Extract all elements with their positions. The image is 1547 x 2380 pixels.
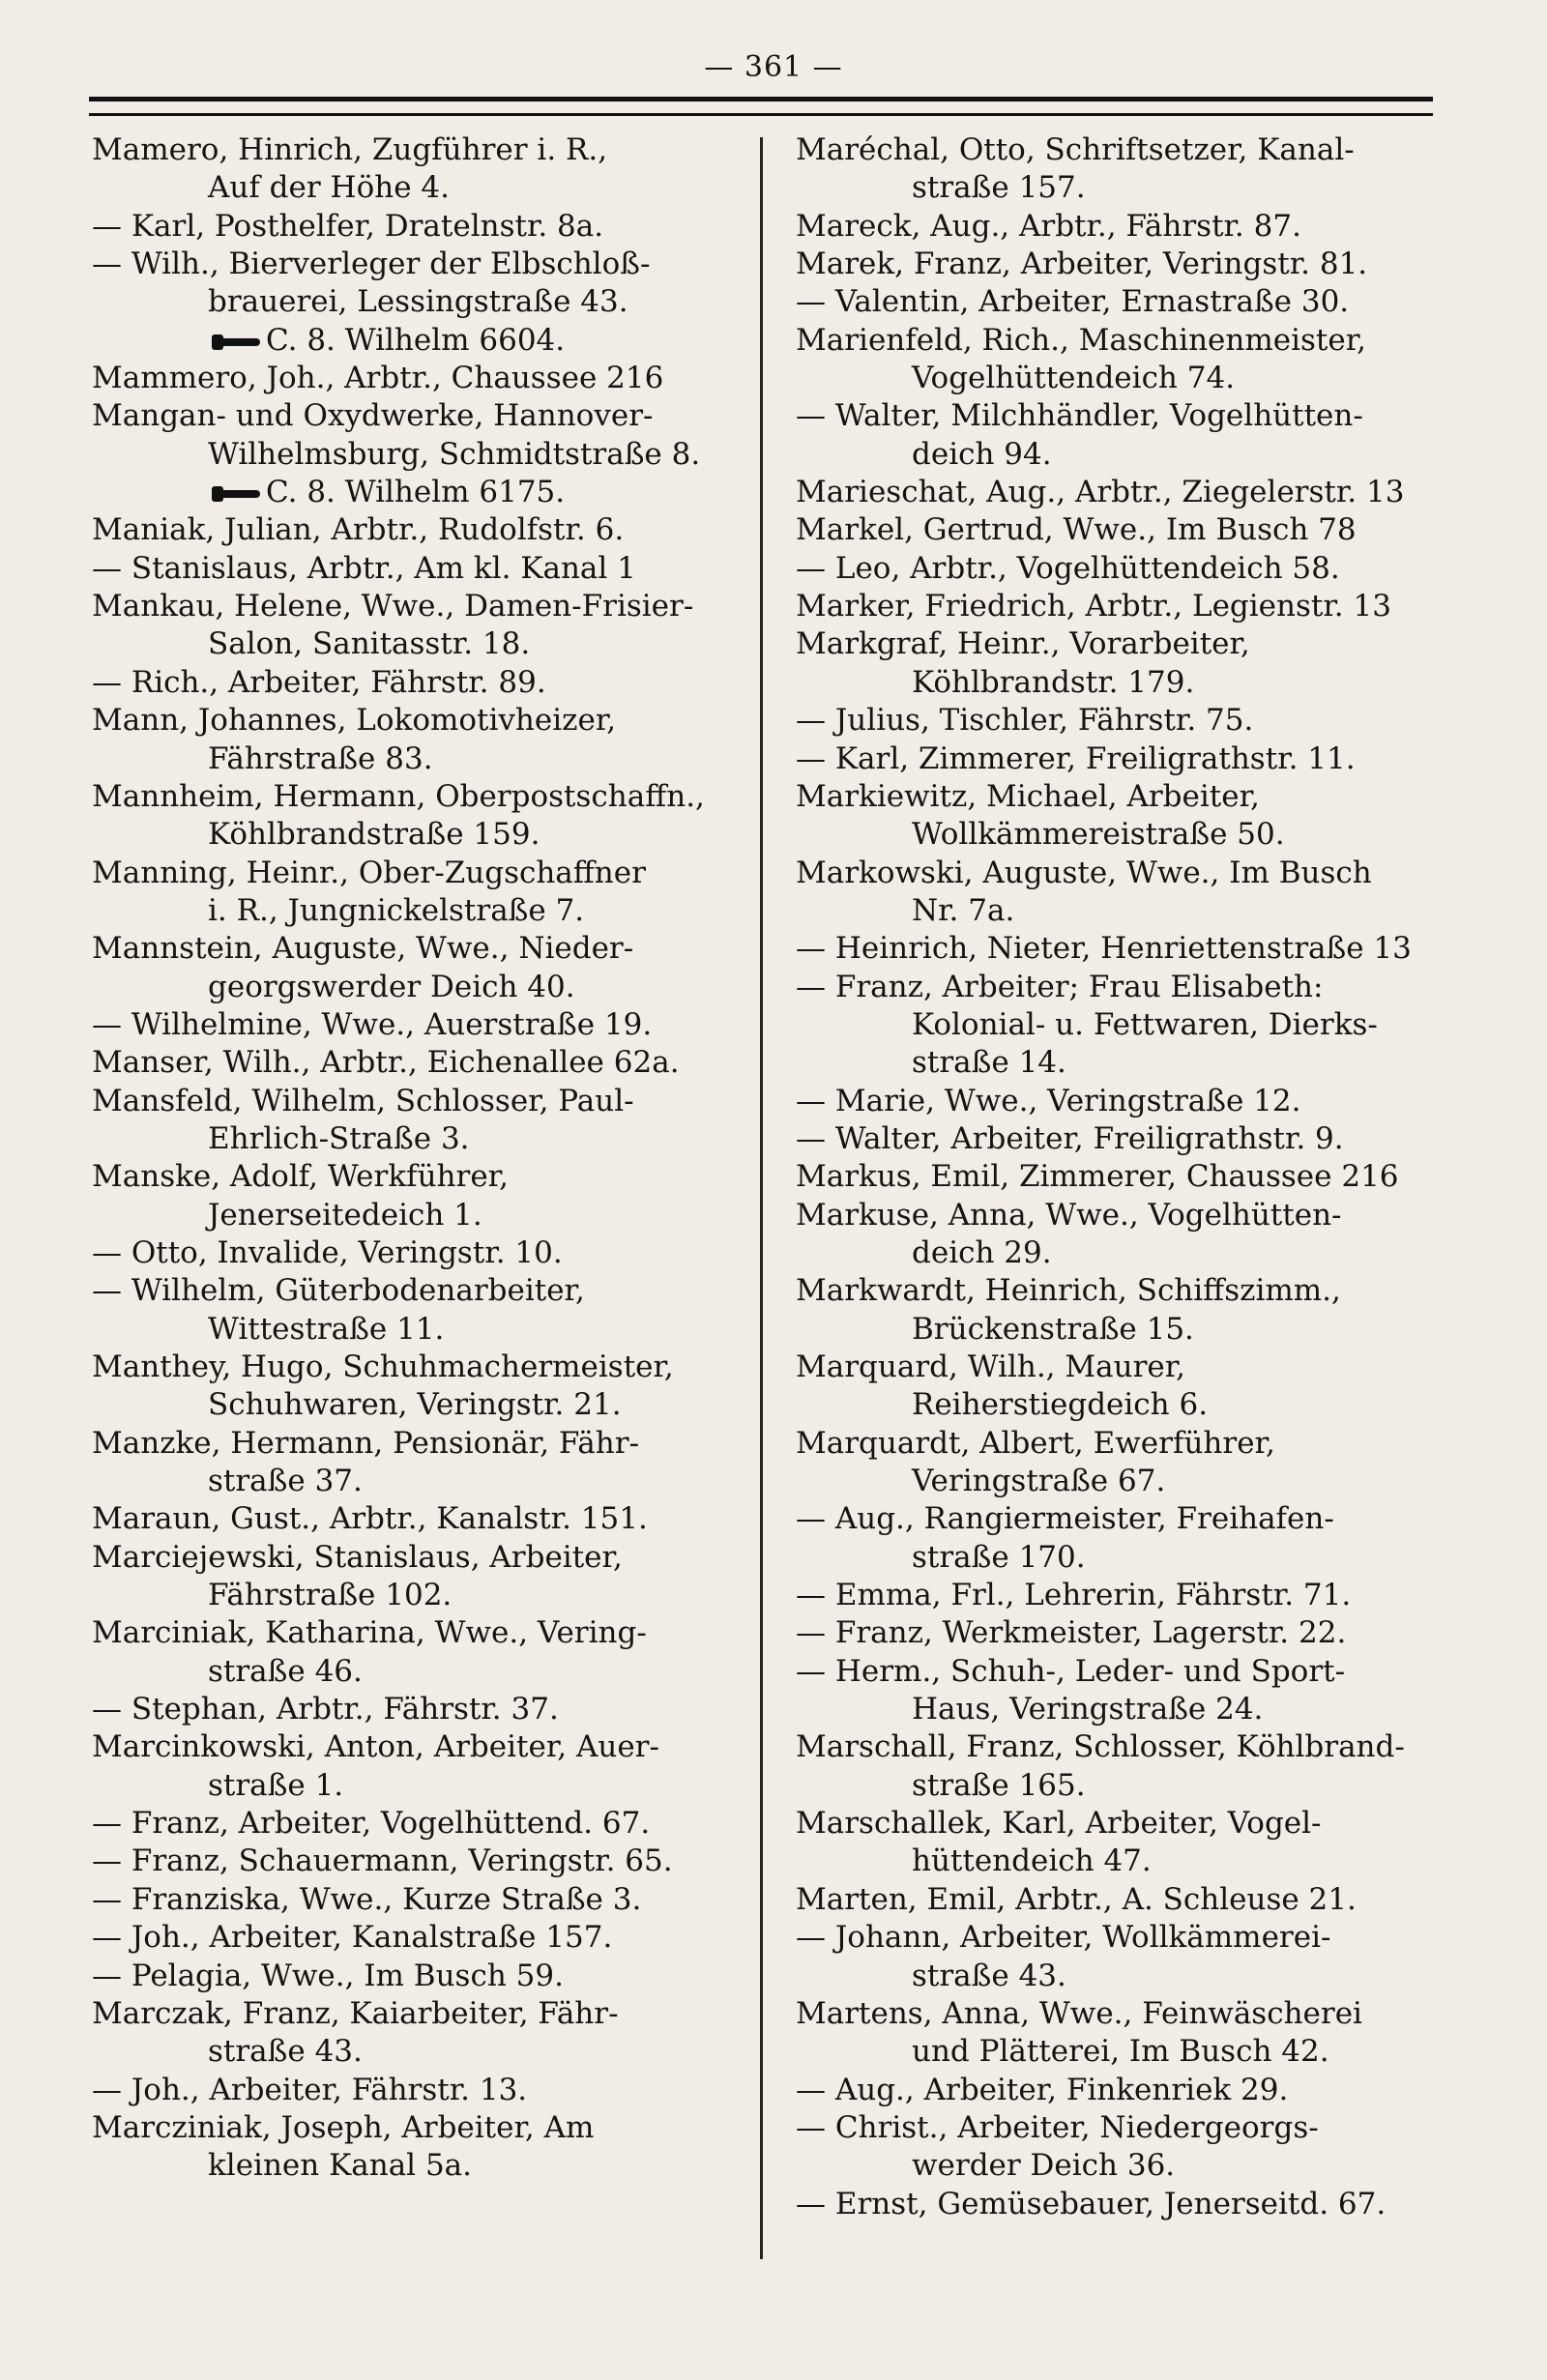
entry-line: — Joh., Arbeiter, Kanalstraße 157. bbox=[92, 1920, 613, 1956]
entry-continuation: straße 157. bbox=[912, 170, 1086, 206]
entry-continuation: straße 43. bbox=[912, 1958, 1066, 1993]
directory-entry bbox=[92, 1843, 749, 1880]
entry-continuation: Fährstraße 102. bbox=[208, 1578, 452, 1613]
directory-entry bbox=[796, 474, 1444, 511]
column-divider bbox=[760, 137, 763, 2259]
directory-entry bbox=[796, 702, 1444, 740]
directory-entry bbox=[92, 1881, 749, 1919]
directory-entry bbox=[92, 1234, 749, 1272]
entry-continuation: Salon, Sanitasstr. 18. bbox=[208, 626, 531, 662]
entry-line: Marcinkowski, Anton, Arbeiter, Auer- bbox=[92, 1729, 659, 1765]
directory-entry bbox=[92, 208, 749, 246]
entry-line: — Joh., Arbeiter, Fährstr. 13. bbox=[92, 2072, 528, 2107]
directory-entry bbox=[92, 1349, 749, 1425]
entry-continuation: Vogelhüttendeich 74. bbox=[912, 361, 1236, 396]
entry-line: — Walter, Milchhändler, Vogelhütten- bbox=[796, 398, 1363, 434]
entry-line: — Marie, Wwe., Veringstraße 12. bbox=[796, 1083, 1301, 1118]
directory-entry bbox=[796, 1083, 1444, 1120]
directory-entry bbox=[92, 246, 749, 322]
entry-line: Mareck, Aug., Arbtr., Fährstr. 87. bbox=[796, 208, 1301, 244]
entry-line: Marschallek, Karl, Arbeiter, Vogel- bbox=[796, 1806, 1322, 1842]
directory-entry bbox=[92, 322, 749, 360]
entry-line: — Otto, Invalide, Veringstr. 10. bbox=[92, 1234, 563, 1270]
directory-entry bbox=[796, 1349, 1444, 1425]
entry-line: Maraun, Gust., Arbtr., Kanalstr. 151. bbox=[92, 1501, 648, 1537]
entry-line: — Heinrich, Nieter, Henriettenstraße 13 bbox=[796, 931, 1412, 967]
entry-continuation: hüttendeich 47. bbox=[912, 1843, 1152, 1879]
entry-continuation: georgswerder Deich 40. bbox=[208, 969, 575, 1004]
directory-entry bbox=[796, 322, 1444, 398]
entry-continuation: Veringstraße 67. bbox=[912, 1464, 1166, 1499]
entry-line: — Valentin, Arbeiter, Ernastraße 30. bbox=[796, 284, 1350, 320]
directory-entry bbox=[796, 1614, 1444, 1652]
entry-line: Maniak, Julian, Arbtr., Rudolfstr. 6. bbox=[92, 512, 625, 548]
entry-line: Mangan- und Oxydwerke, Hannover- bbox=[92, 398, 654, 434]
entry-continuation: straße 170. bbox=[912, 1539, 1086, 1575]
directory-entry bbox=[796, 1158, 1444, 1196]
directory-entry bbox=[92, 1083, 749, 1159]
entry-line: Mann, Johannes, Lokomotivheizer, bbox=[92, 703, 617, 739]
directory-entry bbox=[796, 625, 1444, 702]
entry-line: — Johann, Arbeiter, Wollkämmerei- bbox=[796, 1920, 1331, 1956]
entry-continuation: deich 29. bbox=[912, 1234, 1052, 1270]
entry-continuation: werder Deich 36. bbox=[912, 2148, 1176, 2184]
entry-line: Mannheim, Hermann, Oberpostschaffn., bbox=[92, 778, 705, 814]
entry-line: — Franziska, Wwe., Kurze Straße 3. bbox=[92, 1881, 642, 1917]
directory-entry bbox=[92, 2072, 749, 2109]
directory-entry bbox=[796, 1425, 1444, 1501]
directory-entry bbox=[796, 397, 1444, 474]
entry-continuation: Fährstraße 83. bbox=[208, 740, 433, 776]
directory-entry bbox=[92, 1614, 749, 1691]
directory-entry bbox=[796, 1653, 1444, 1729]
right-column bbox=[796, 131, 1444, 2223]
entry-line: Manthey, Hugo, Schuhmachermeister, bbox=[92, 1350, 674, 1384]
directory-entry bbox=[796, 1577, 1444, 1614]
entry-line: Manning, Heinr., Ober-Zugschaffner bbox=[92, 855, 646, 890]
entry-continuation: Jenerseitedeich 1. bbox=[208, 1197, 482, 1233]
directory-entry bbox=[796, 1197, 1444, 1273]
entry-line: Markuse, Anna, Wwe., Vogelhütten- bbox=[796, 1197, 1342, 1233]
directory-entry bbox=[796, 2072, 1444, 2109]
entry-line: — Aug., Rangiermeister, Freihafen- bbox=[796, 1501, 1334, 1537]
directory-entry bbox=[796, 2186, 1444, 2223]
entry-line: Martens, Anna, Wwe., Feinwäscherei bbox=[796, 1995, 1362, 2031]
directory-entry bbox=[92, 550, 749, 588]
directory-entry bbox=[92, 930, 749, 1006]
entry-line: — Franz, Schauermann, Veringstr. 65. bbox=[92, 1843, 673, 1879]
directory-entry bbox=[796, 1272, 1444, 1349]
entry-continuation: Reiherstiegdeich 6. bbox=[912, 1387, 1209, 1423]
entry-line: — Franz, Arbeiter, Vogelhüttend. 67. bbox=[92, 1806, 651, 1842]
directory-entry bbox=[92, 511, 749, 549]
entry-line: — Ernst, Gemüsebauer, Jenerseitd. 67. bbox=[796, 2186, 1386, 2221]
directory-entry bbox=[92, 1728, 749, 1805]
directory-entry bbox=[796, 2109, 1444, 2186]
entry-line: Marcziniak, Joseph, Arbeiter, Am bbox=[92, 2109, 595, 2145]
entry-continuation: straße 43. bbox=[208, 2034, 363, 2070]
entry-line: — Karl, Posthelfer, Dratelnstr. 8a. bbox=[92, 208, 604, 244]
telephone-icon bbox=[208, 474, 266, 511]
entry-line: — Rich., Arbeiter, Fährstr. 89. bbox=[92, 664, 546, 700]
entry-continuation: straße 46. bbox=[208, 1653, 363, 1689]
directory-entry bbox=[92, 1805, 749, 1843]
entry-continuation: brauerei, Lessingstraße 43. bbox=[208, 284, 628, 320]
directory-entry bbox=[796, 1728, 1444, 1805]
entry-line: Mamero, Hinrich, Zugführer i. R., bbox=[92, 132, 608, 167]
entry-continuation: Köhlbrandstraße 159. bbox=[208, 817, 540, 853]
entry-line: Markowski, Auguste, Wwe., Im Busch bbox=[796, 855, 1372, 890]
entry-continuation: straße 14. bbox=[912, 1045, 1066, 1081]
entry-line: Marczak, Franz, Kaiarbeiter, Fähr- bbox=[92, 1995, 619, 2031]
entry-line: — Herm., Schuh-, Leder- und Sport- bbox=[796, 1653, 1346, 1689]
directory-entry bbox=[92, 1044, 749, 1082]
entry-continuation: Wittestraße 11. bbox=[208, 1311, 445, 1347]
directory-entry bbox=[796, 1995, 1444, 2072]
entry-line: — Stephan, Arbtr., Fährstr. 37. bbox=[92, 1692, 559, 1727]
phone-number: C. 8. Wilhelm 6175. bbox=[266, 475, 566, 510]
directory-entry bbox=[796, 550, 1444, 588]
entry-continuation: Kolonial- u. Fettwaren, Dierks- bbox=[912, 1006, 1378, 1042]
entry-line: — Emma, Frl., Lehrerin, Fährstr. 71. bbox=[796, 1578, 1352, 1613]
entry-line: Markwardt, Heinrich, Schiffszimm., bbox=[796, 1273, 1341, 1309]
entry-continuation: straße 1. bbox=[208, 1767, 344, 1803]
entry-continuation: Brückenstraße 15. bbox=[912, 1311, 1194, 1347]
entry-line: Manske, Adolf, Werkführer, bbox=[92, 1159, 509, 1195]
directory-entry bbox=[92, 1919, 749, 1957]
directory-entry bbox=[92, 702, 749, 778]
directory-entry bbox=[92, 588, 749, 664]
telephone-icon bbox=[208, 322, 266, 360]
phone-line bbox=[92, 474, 749, 511]
entry-line: Marker, Friedrich, Arbtr., Legienstr. 13 bbox=[796, 589, 1391, 624]
entry-line: Markiewitz, Michael, Arbeiter, bbox=[796, 778, 1260, 814]
entry-line: — Stanislaus, Arbtr., Am kl. Kanal 1 bbox=[92, 550, 636, 586]
directory-entry bbox=[92, 1539, 749, 1615]
directory-entry bbox=[796, 740, 1444, 778]
entry-line: Maréchal, Otto, Schriftsetzer, Kanal- bbox=[796, 132, 1355, 167]
directory-entry bbox=[92, 1958, 749, 1995]
entry-line: Mankau, Helene, Wwe., Damen-Frisier- bbox=[92, 589, 694, 624]
entry-line: Manzke, Hermann, Pensionär, Fähr- bbox=[92, 1425, 640, 1461]
entry-line: Markel, Gertrud, Wwe., Im Busch 78 bbox=[796, 512, 1357, 548]
entry-continuation: straße 37. bbox=[208, 1464, 363, 1499]
directory-entry bbox=[92, 1272, 749, 1349]
entry-line: Marschall, Franz, Schlosser, Köhlbrand- bbox=[796, 1729, 1405, 1765]
directory-entry bbox=[92, 1995, 749, 2072]
entry-continuation: i. R., Jungnickelstraße 7. bbox=[208, 892, 585, 928]
directory-entry bbox=[92, 1691, 749, 1728]
directory-entry bbox=[796, 1919, 1444, 1995]
entry-continuation: straße 165. bbox=[912, 1767, 1086, 1803]
entry-line: — Pelagia, Wwe., Im Busch 59. bbox=[92, 1958, 564, 1993]
left-column bbox=[92, 131, 749, 2186]
directory-entry bbox=[796, 930, 1444, 968]
directory-entry bbox=[92, 1425, 749, 1501]
directory-entry bbox=[92, 664, 749, 702]
phone-number: C. 8. Wilhelm 6604. bbox=[266, 322, 566, 358]
entry-continuation: Schuhwaren, Veringstr. 21. bbox=[208, 1387, 622, 1423]
entry-line: Markgraf, Heinr., Vorarbeiter, bbox=[796, 626, 1250, 662]
directory-entry bbox=[92, 855, 749, 931]
entry-line: Mansfeld, Wilhelm, Schlosser, Paul- bbox=[92, 1083, 634, 1118]
entry-line: Marten, Emil, Arbtr., A. Schleuse 21. bbox=[796, 1881, 1357, 1917]
entry-line: Mammero, Joh., Arbtr., Chaussee 216 bbox=[92, 361, 664, 396]
entry-line: — Walter, Arbeiter, Freiligrathstr. 9. bbox=[796, 1120, 1344, 1156]
entry-continuation: Nr. 7a. bbox=[912, 892, 1015, 928]
directory-entry bbox=[796, 1881, 1444, 1919]
entry-continuation: Wilhelmsburg, Schmidtstraße 8. bbox=[208, 436, 701, 472]
directory-entry bbox=[796, 1805, 1444, 1881]
entry-line: — Wilh., Bierverleger der Elbschloß- bbox=[92, 247, 651, 282]
directory-entry bbox=[796, 511, 1444, 549]
directory-entry bbox=[92, 474, 749, 511]
entry-line: — Wilhelm, Güterbodenarbeiter, bbox=[92, 1273, 585, 1309]
entry-line: — Leo, Arbtr., Vogelhüttendeich 58. bbox=[796, 550, 1340, 586]
entry-line: Markus, Emil, Zimmerer, Chaussee 216 bbox=[796, 1159, 1399, 1195]
directory-entry bbox=[796, 208, 1444, 246]
entry-continuation: Ehrlich-Straße 3. bbox=[208, 1120, 470, 1156]
directory-entry bbox=[92, 1500, 749, 1538]
directory-entry bbox=[796, 283, 1444, 321]
entry-line: — Karl, Zimmerer, Freiligrathstr. 11. bbox=[796, 740, 1356, 776]
entry-continuation: Wollkämmereistraße 50. bbox=[912, 817, 1285, 853]
entry-continuation: Köhlbrandstr. 179. bbox=[912, 664, 1195, 700]
entry-line: Mannstein, Auguste, Wwe., Nieder- bbox=[92, 931, 634, 967]
entry-line: Marienfeld, Rich., Maschinenmeister, bbox=[796, 322, 1366, 358]
entry-line: Marek, Franz, Arbeiter, Veringstr. 81. bbox=[796, 247, 1368, 282]
directory-entry bbox=[796, 246, 1444, 283]
directory-entry bbox=[92, 778, 749, 855]
directory-entry bbox=[796, 1500, 1444, 1577]
entry-line: Marquard, Wilh., Maurer, bbox=[796, 1350, 1185, 1384]
entry-line: — Franz, Arbeiter; Frau Elisabeth: bbox=[796, 969, 1324, 1004]
directory-entry bbox=[92, 2109, 749, 2186]
directory-entry bbox=[92, 360, 749, 397]
directory-entry bbox=[796, 969, 1444, 1083]
entry-line: — Julius, Tischler, Fährstr. 75. bbox=[796, 703, 1254, 739]
entry-continuation: und Plätterei, Im Busch 42. bbox=[912, 2034, 1329, 2070]
entry-continuation: Haus, Veringstraße 24. bbox=[912, 1692, 1264, 1727]
entry-line: Marciejewski, Stanislaus, Arbeiter, bbox=[92, 1539, 623, 1575]
entry-continuation: Auf der Höhe 4. bbox=[208, 170, 450, 206]
page-number: — 361 — bbox=[704, 50, 843, 84]
entry-line: Manser, Wilh., Arbtr., Eichenallee 62a. bbox=[92, 1045, 680, 1081]
entry-line: Marieschat, Aug., Arbtr., Ziegelerstr. 13 bbox=[796, 475, 1405, 510]
entry-line: — Franz, Werkmeister, Lagerstr. 22. bbox=[796, 1615, 1347, 1651]
directory-entry bbox=[92, 397, 749, 474]
directory-entry bbox=[92, 131, 749, 208]
directory-entry bbox=[796, 1120, 1444, 1158]
header-rule bbox=[89, 97, 1433, 116]
directory-entry bbox=[796, 588, 1444, 625]
directory-entry bbox=[92, 1158, 749, 1234]
entry-line: — Wilhelmine, Wwe., Auerstraße 19. bbox=[92, 1006, 653, 1042]
directory-entry bbox=[796, 855, 1444, 931]
entry-line: Marquardt, Albert, Ewerführer, bbox=[796, 1425, 1275, 1461]
directory-entry bbox=[92, 1006, 749, 1044]
entry-continuation: deich 94. bbox=[912, 436, 1052, 472]
entry-continuation: kleinen Kanal 5a. bbox=[208, 2148, 473, 2184]
directory-entry bbox=[796, 778, 1444, 855]
entry-line: — Christ., Arbeiter, Niedergeorgs- bbox=[796, 2109, 1319, 2145]
directory-entry bbox=[796, 131, 1444, 208]
phone-line bbox=[92, 322, 749, 360]
entry-line: — Aug., Arbeiter, Finkenriek 29. bbox=[796, 2072, 1289, 2107]
entry-line: Marciniak, Katharina, Wwe., Vering- bbox=[92, 1615, 647, 1651]
